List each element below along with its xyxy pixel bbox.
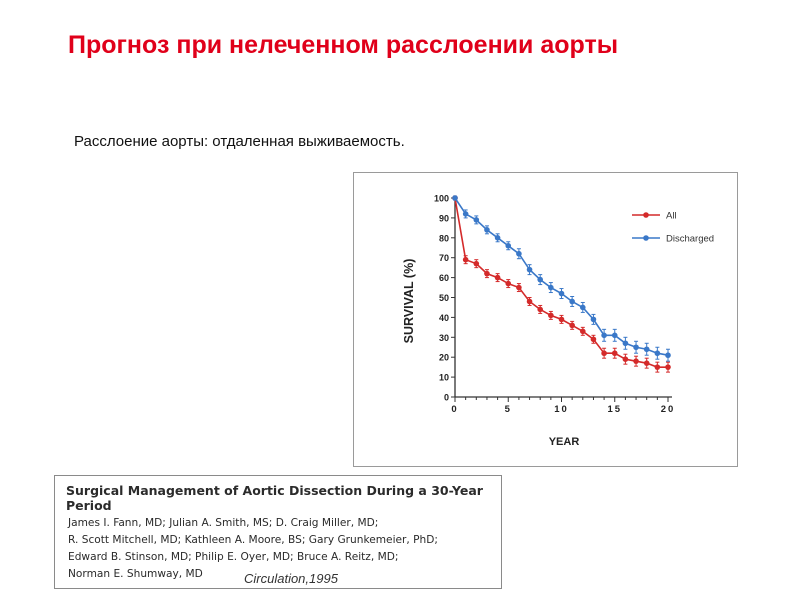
data-point (633, 358, 639, 364)
x-axis-label: YEAR (548, 436, 580, 448)
legend-marker (643, 212, 649, 218)
y-tick-label: 90 (438, 213, 449, 224)
y-tick-label: 40 (438, 312, 449, 323)
data-point (463, 257, 469, 263)
data-point (452, 195, 458, 201)
data-point (474, 261, 480, 267)
citation-author-line: R. Scott Mitchell, MD; Kathleen A. Moore, BS; Gary Grunkemeier, PhD; (68, 534, 438, 546)
x-tick-label: 15 (607, 404, 623, 415)
data-point (612, 333, 618, 339)
slide-title: Прогноз при нелеченном расслоении аорты (68, 31, 619, 59)
y-tick-label: 100 (433, 193, 449, 204)
journal-reference: Circulation,1995 (244, 571, 338, 586)
data-point (569, 299, 575, 305)
data-point (623, 340, 629, 346)
data-point (463, 211, 469, 217)
x-tick-label: 0 (451, 404, 459, 415)
data-point (537, 307, 543, 313)
data-point (665, 352, 671, 358)
survival-chart (354, 173, 737, 466)
chart-legend (632, 211, 714, 245)
citation-author-line: Edward B. Stinson, MD; Philip E. Oyer, MD; Bruce A. Reitz, MD; (68, 551, 399, 563)
survival-chart-figure (353, 172, 738, 467)
data-point (612, 350, 618, 356)
data-point (644, 346, 650, 352)
data-point (580, 329, 586, 335)
data-point (516, 251, 522, 257)
y-tick-label: 60 (438, 273, 449, 284)
y-tick-label: 70 (438, 253, 449, 264)
data-point (537, 277, 543, 283)
data-point (495, 275, 501, 281)
legend-label: All (666, 210, 677, 222)
data-point (633, 344, 639, 350)
y-tick-label: 10 (438, 372, 449, 383)
data-point (623, 356, 629, 362)
series-discharged (452, 195, 671, 361)
chart-ticks (434, 194, 675, 416)
y-tick-label: 50 (438, 293, 449, 303)
data-point (559, 291, 565, 297)
data-point (484, 227, 490, 233)
data-point (665, 364, 671, 370)
y-tick-label: 30 (438, 332, 449, 343)
data-point (591, 336, 597, 342)
data-point (559, 317, 565, 323)
citation-author-line: Norman E. Shumway, MD (68, 568, 203, 580)
citation-title: Surgical Management of Aortic Dissection During a 30-Year Period (66, 483, 483, 513)
data-point (484, 271, 490, 277)
data-point (516, 285, 522, 291)
y-axis-label: SURVIVAL (%) (402, 258, 416, 344)
data-point (569, 323, 575, 329)
data-point (655, 364, 661, 370)
data-point (495, 235, 501, 241)
slide-subtitle: Расслоение аорты: отдаленная выживаемость. (74, 133, 405, 150)
legend-item-all (632, 211, 677, 222)
data-point (527, 267, 533, 273)
data-point (601, 333, 607, 339)
legend-marker (643, 235, 649, 241)
data-point (474, 217, 480, 223)
data-point (601, 350, 607, 356)
x-tick-label: 5 (504, 404, 512, 415)
x-tick-label: 20 (660, 404, 676, 415)
y-tick-label: 0 (443, 392, 449, 403)
citation-author-line: James I. Fann, MD; Julian A. Smith, MS; D. Craig Miller, MD; (68, 517, 379, 529)
data-point (527, 299, 533, 305)
legend-label: Discharged (666, 233, 715, 245)
data-point (505, 243, 511, 249)
data-point (655, 350, 661, 356)
x-tick-label: 10 (554, 404, 569, 415)
y-tick-label: 20 (438, 352, 449, 363)
data-point (548, 285, 554, 291)
data-point (580, 305, 586, 311)
data-point (591, 317, 597, 323)
data-point (505, 281, 511, 287)
legend-item-discharged (632, 234, 714, 245)
chart-series (452, 195, 671, 372)
data-point (644, 360, 650, 366)
data-point (548, 313, 554, 319)
y-tick-label: 80 (438, 233, 449, 244)
